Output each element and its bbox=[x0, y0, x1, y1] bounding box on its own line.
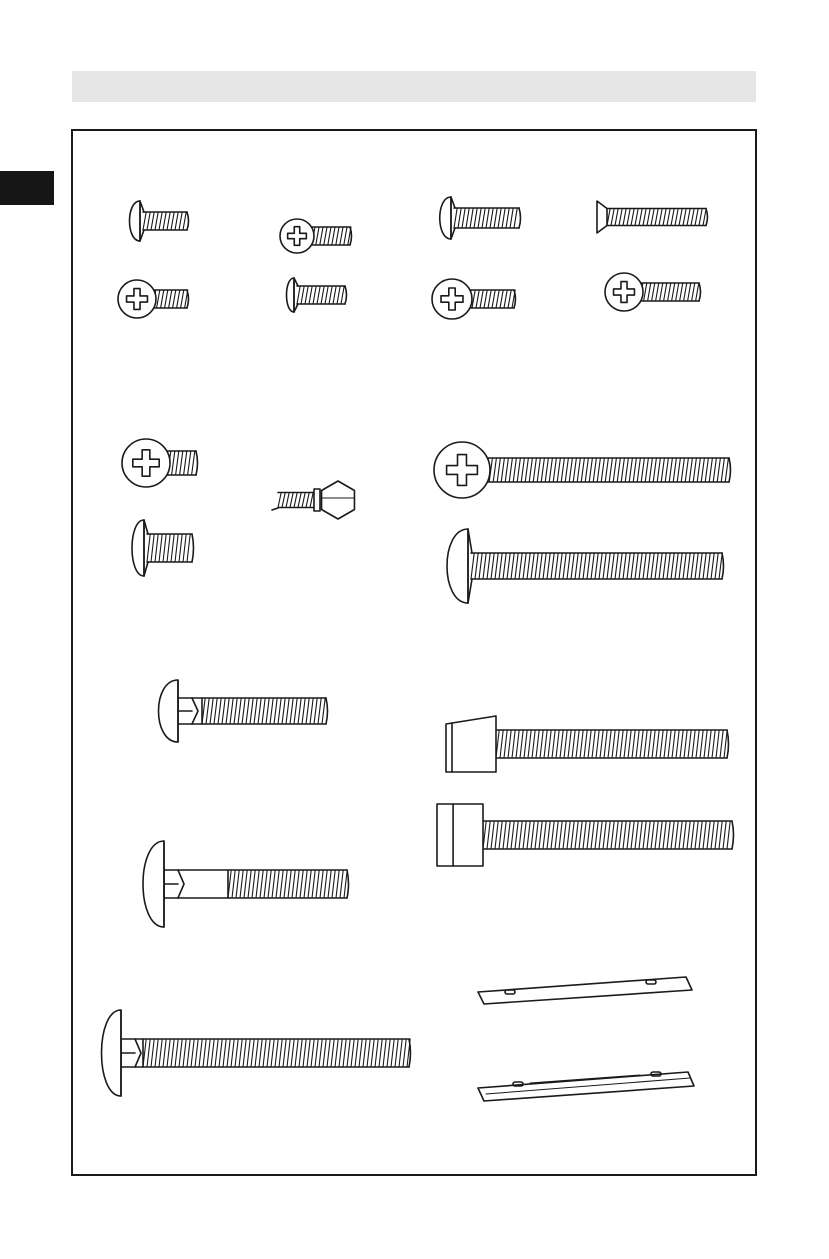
pan-screw-1 bbox=[280, 219, 352, 253]
hardware-illustration bbox=[73, 131, 755, 1174]
long-truss-side bbox=[447, 529, 724, 603]
truss-screw-1 bbox=[130, 201, 189, 241]
section-tab bbox=[0, 171, 54, 205]
long-truss-screw bbox=[434, 442, 731, 498]
pan-screw-5 bbox=[122, 439, 198, 487]
carriage-bolt-1 bbox=[159, 680, 328, 742]
square-bolt-1 bbox=[446, 716, 729, 772]
spacer-plate-flat bbox=[478, 977, 692, 1004]
carriage-bolt-2 bbox=[143, 841, 349, 927]
truss-screw-2 bbox=[440, 197, 521, 239]
spacer-plate-ribbed bbox=[478, 1072, 694, 1101]
header-bar bbox=[72, 71, 756, 102]
flat-head-screw bbox=[597, 201, 708, 233]
cheese-screw bbox=[287, 278, 347, 312]
hex-bolt bbox=[272, 481, 355, 519]
pan-screw-2 bbox=[118, 280, 189, 318]
pan-screw-side bbox=[132, 520, 194, 576]
pan-screw-4 bbox=[605, 273, 701, 311]
hardware-panel bbox=[71, 129, 757, 1176]
square-bolt-2 bbox=[437, 804, 734, 866]
carriage-bolt-3 bbox=[102, 1010, 411, 1096]
pan-screw-3 bbox=[432, 279, 516, 319]
